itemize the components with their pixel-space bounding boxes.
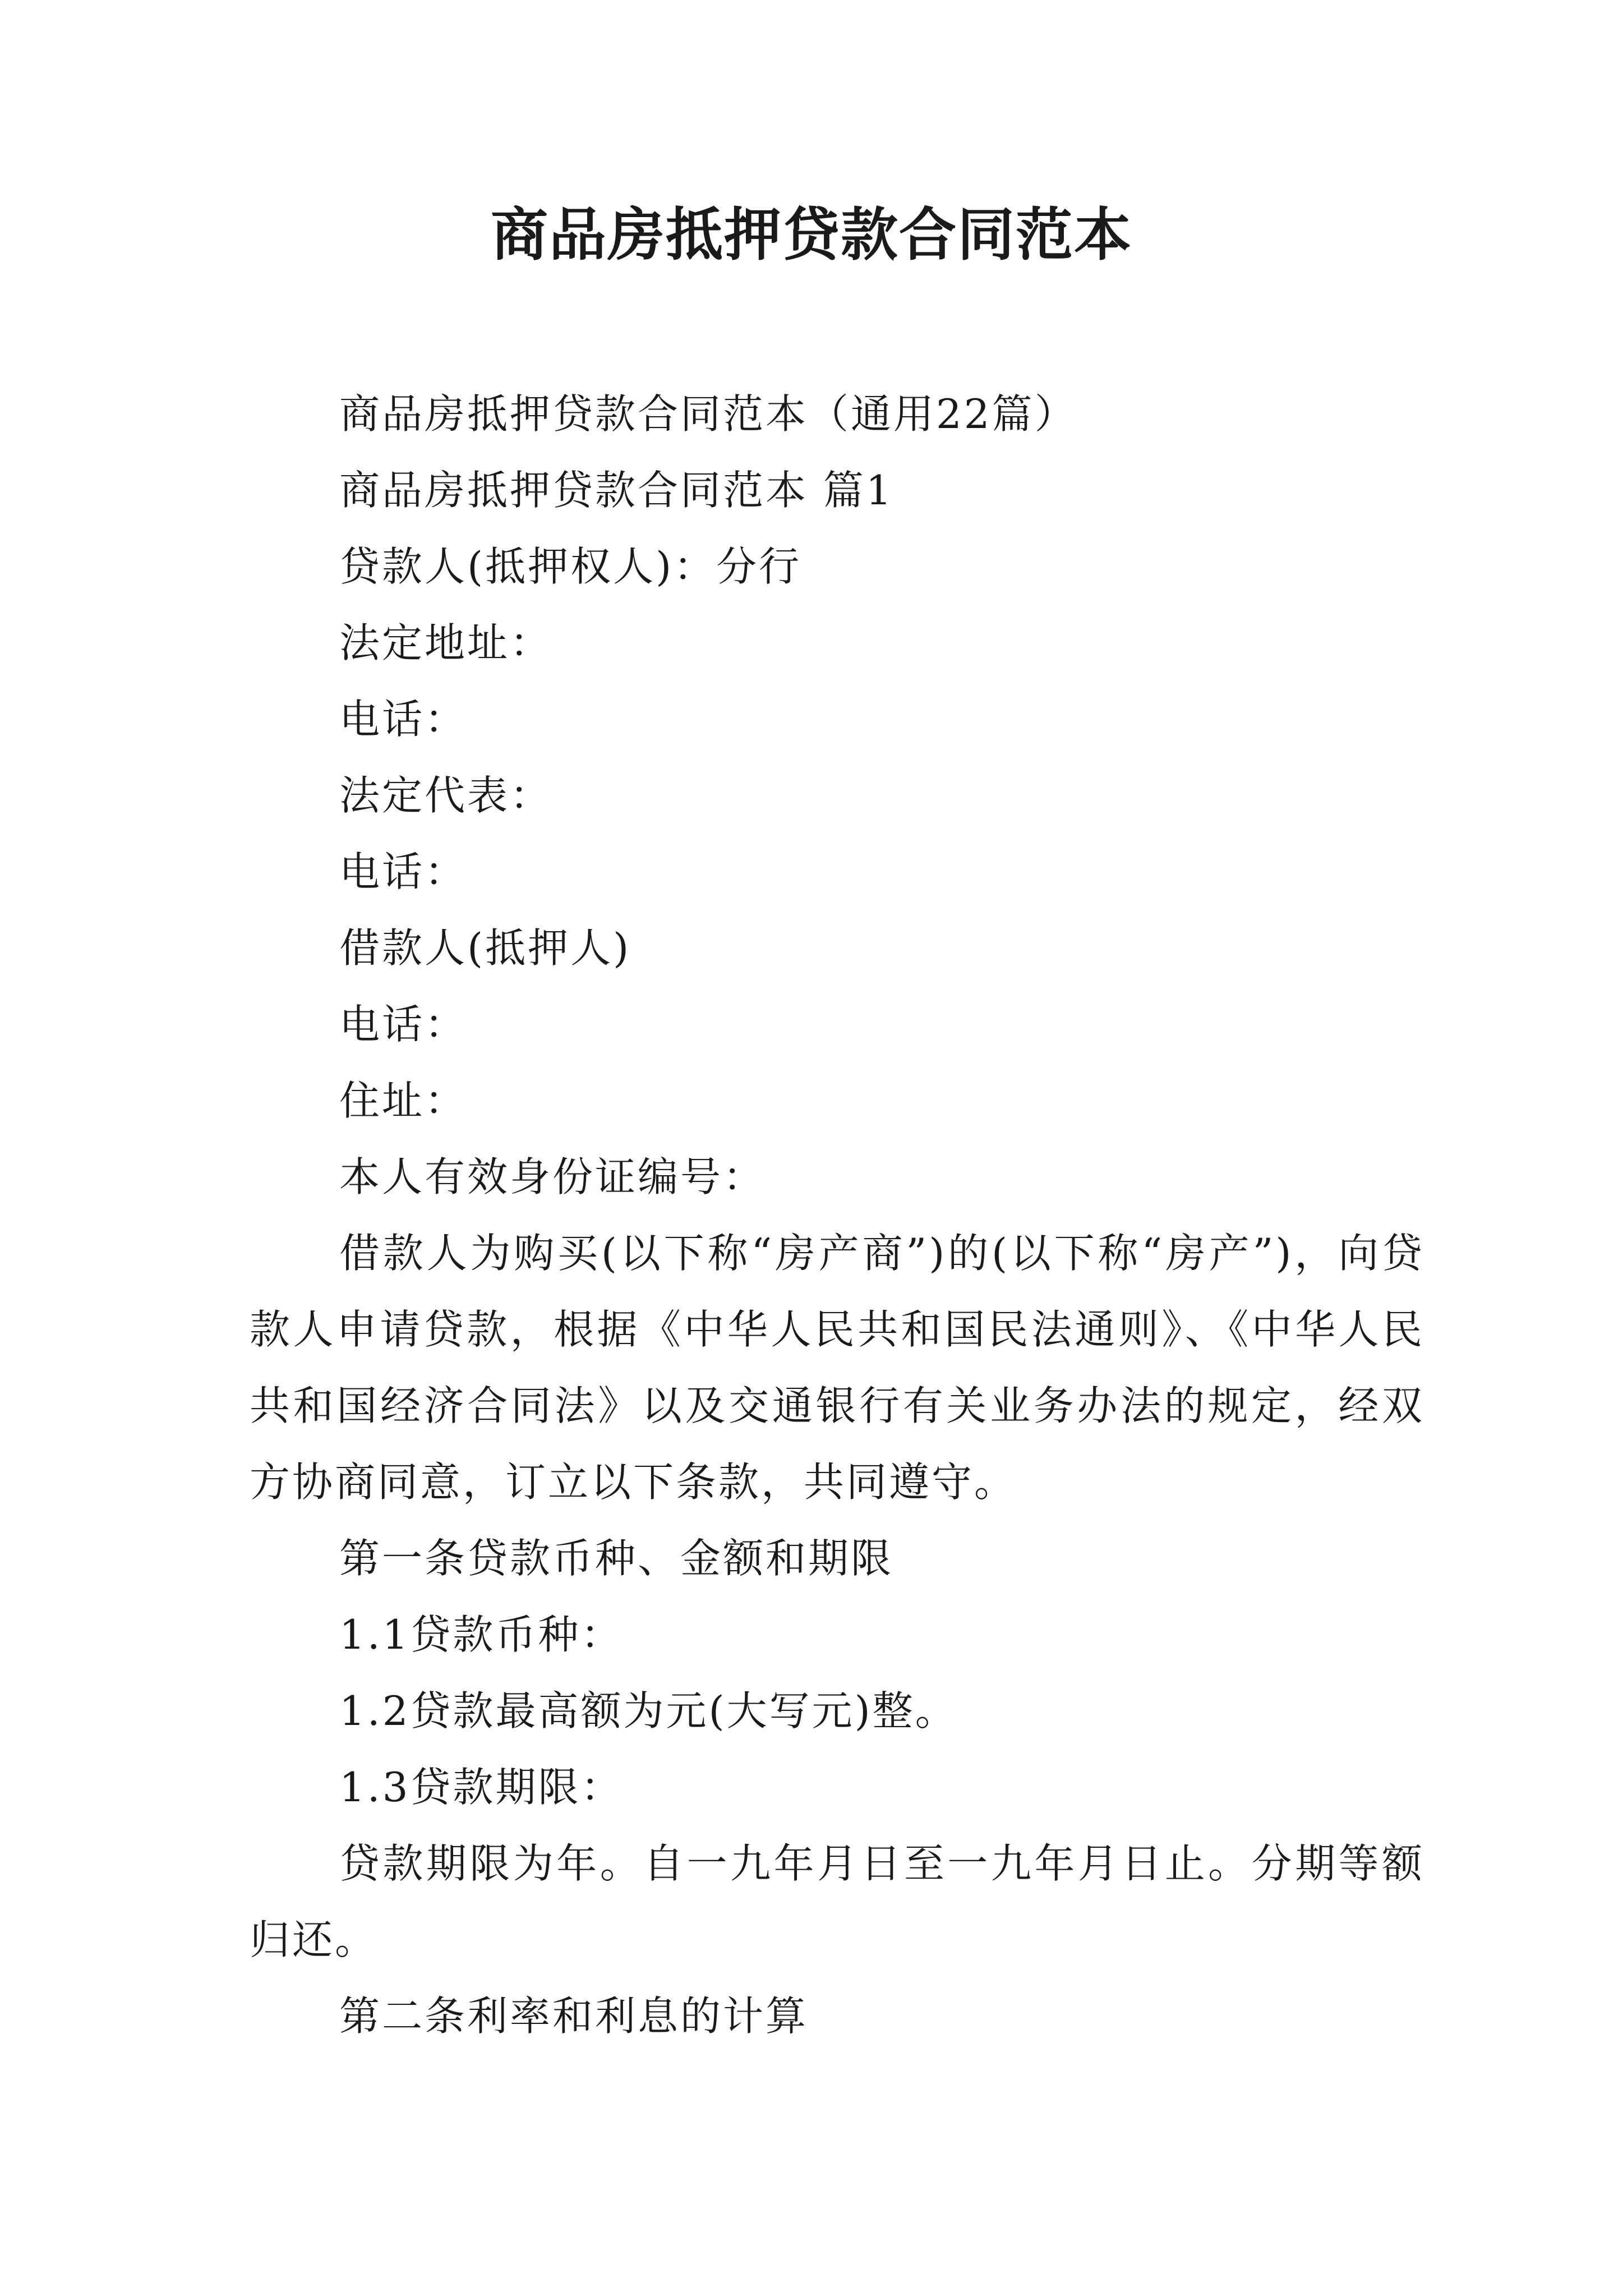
- paragraph-article-1-heading: 第一条贷款币种、金额和期限: [339, 1535, 894, 1582]
- paragraph-clause-1-2: 1.2贷款最高额为元(大写元)整。: [339, 1687, 958, 1734]
- paragraph-representative-phone: 电话：: [339, 848, 468, 895]
- paragraph-legal-representative: 法定代表：: [339, 772, 553, 819]
- paragraph-lender-phone: 电话：: [339, 696, 468, 743]
- paragraph-clause-1-1: 1.1贷款币种：: [339, 1611, 624, 1658]
- paragraph-borrower-phone: 电话：: [339, 1001, 468, 1048]
- document-body: [250, 376, 1424, 2054]
- paragraph-clause-1-3: 1.3贷款期限：: [339, 1764, 624, 1811]
- paragraph-subtitle: 商品房抵押贷款合同范本（通用22篇）: [339, 390, 1077, 438]
- paragraph-lender: 贷款人(抵押权人)：分行: [339, 543, 802, 590]
- paragraph-loan-term: 贷款期限为年。自一九年月日至一九年月日止。分期等额归还。: [250, 1840, 1424, 1963]
- paragraph-id-number: 本人有效身份证编号：: [339, 1153, 766, 1200]
- paragraph-article-2-heading: 第二条利率和利息的计算: [339, 1993, 809, 2040]
- paragraph-borrower: 借款人(抵押人): [339, 924, 631, 972]
- paragraph-borrower-address: 住址：: [339, 1077, 468, 1124]
- paragraph-legal-address: 法定地址：: [339, 619, 553, 666]
- document-title: 商品房抵押贷款合同范本: [491, 202, 1132, 269]
- paragraph-section-heading: 商品房抵押贷款合同范本 篇1: [339, 467, 894, 514]
- paragraph-preamble: 借款人为购买(以下称“房产商”)的(以下称“房产”)，向贷款人申请贷款，根据《中华人民共和国民法通则》、《中华人民共和国经济合同法》以及交通银行有关业务办法的规定，经双方协商同意，订立以下条款，共同遵守。: [250, 1230, 1424, 1506]
